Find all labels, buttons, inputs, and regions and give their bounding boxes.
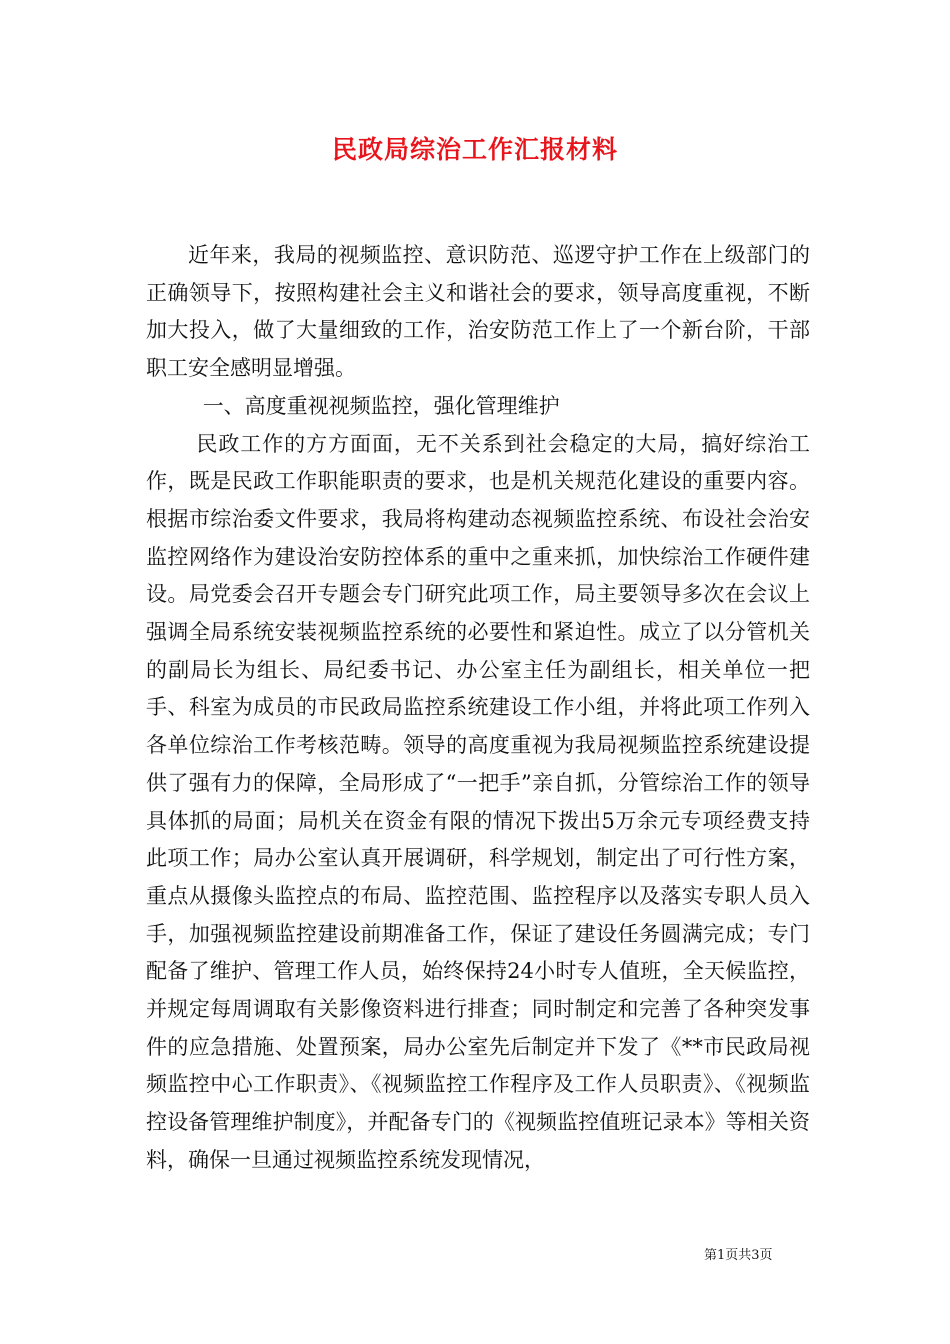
document-body — [146, 237, 810, 1180]
page-number: 第1页共3页 — [704, 1248, 773, 1263]
intro-paragraph: 近年来，我局的视频监控、意识防范、巡逻守护工作在上级部门的正确领导下，按照构建社会主义和谐社会的要求，领导高度重视，不断加大投入，做了大量细致的工作，治安防范工作上了一个新台阶，干部职工安全感明显增强。 — [146, 243, 810, 381]
body-paragraph: 民政工作的方方面面，无不关系到社会稳定的大局，搞好综治工作，既是民政工作职能职责的要求，也是机关规范化建设的重要内容。根据市综治委文件要求，我局将构建动态视频监控系统、布设社会治安监控网络作为建设治安防控体系的重中之重来抓，加快综治工作硬件建设。局党委会召开专题会专门研究此项工作，局主要领导多次在会议上强调全局系统安装视频监控系统的必要性和紧迫性。成立了以分管机关的副局长为组长、局纪委书记、办公室主任为副组长，相关单位一把手、科室为成员的市民政局监控系统建设工作小组，并将此项工作列入各单位综治工作考核范畴。领导的高度重视为我局视频监控系统建设提供了强有力的保障，全局形成了“一把手”亲自抓，分管综治工作的领导具体抓的局面；局机关在资金有限的情况下拨出5万余元专项经费支持此项工作；局办公室认真开展调研，科学规划，制定出了可行性方案，重点从摄像头监控点的布局、监控范围、监控程序以及落实专职人员入手，加强视频监控建设前期准备工作，保证了建设任务圆满完成；专门配备了维护、管理工作人员，始终保持24小时专人值班，全天候监控，并规定每周调取有关影像资料进行排查；同时制定和完善了各种突发事件的应急措施、处置预案，局办公室先后制定并下发了《**市民政局视频监控中心工作职责》、《视频监控工作程序及工作人员职责》、《视频监控设备管理维护制度》，并配备专门的《视频监控值班记录本》等相关资料，确保一旦通过视频监控系统发现情况， — [146, 431, 810, 1172]
section-heading: 一、高度重视视频监控，强化管理维护 — [202, 393, 560, 418]
document-title: 民政局综治工作汇报材料 — [331, 135, 618, 164]
